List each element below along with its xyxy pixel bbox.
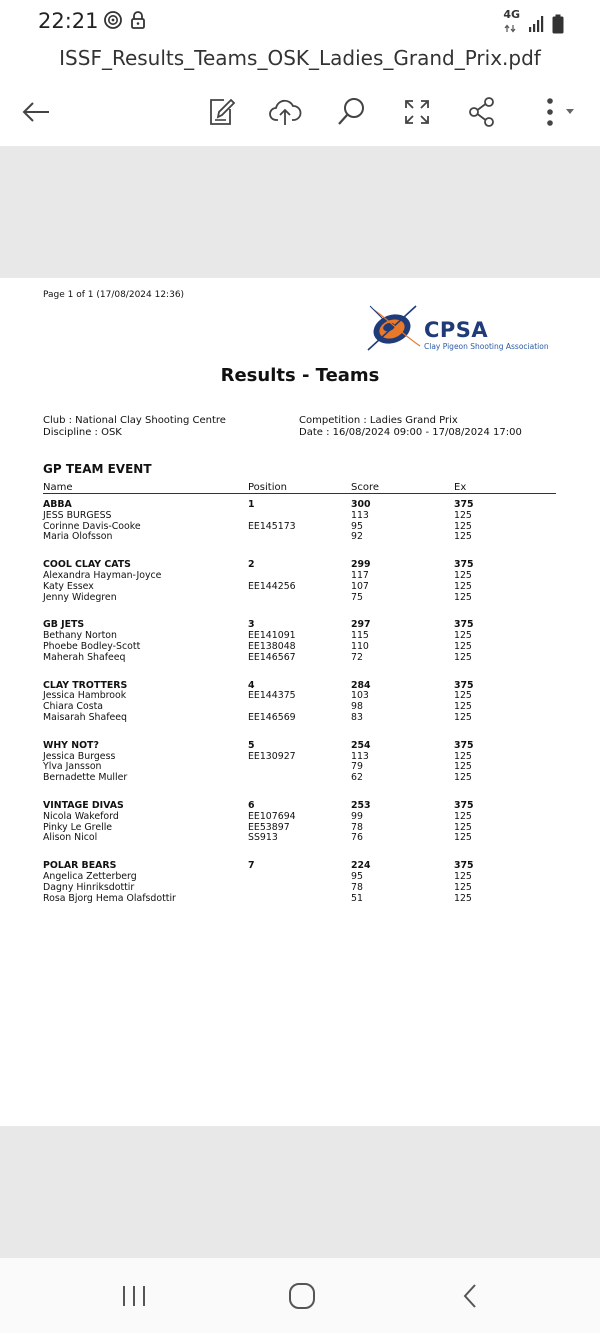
cell-name: Angelica Zetterberg [43, 870, 137, 882]
cell-score: 113 [351, 509, 369, 521]
header-name: Name [43, 482, 73, 493]
cell-name: ABBA [43, 499, 72, 510]
member-row [43, 713, 556, 724]
cell-score: 95 [351, 520, 363, 532]
cell-score: 224 [351, 860, 371, 872]
fullscreen-button[interactable] [395, 90, 439, 134]
recent-apps-icon [121, 1284, 147, 1308]
network-indicator [503, 10, 520, 38]
cell-position: EE146569 [248, 711, 296, 723]
member-row [43, 773, 556, 784]
cell-position: 1 [248, 499, 255, 510]
cell-ex: 125 [454, 810, 472, 822]
cell-ex: 375 [454, 860, 474, 872]
cell-name: Rosa Bjorg Hema Olafsdottir [43, 892, 176, 904]
cell-name: Maria Olofsson [43, 531, 113, 543]
meta-right [299, 415, 522, 439]
status-time: 22:21 [38, 9, 99, 33]
cell-score: 78 [351, 821, 363, 833]
cell-position: 2 [248, 559, 255, 571]
navigation-bar [0, 1258, 600, 1333]
team-spacer [43, 543, 556, 560]
cell-position: EE141091 [248, 630, 296, 642]
team-rows [43, 494, 556, 904]
edit-button[interactable] [199, 90, 243, 134]
team-block [43, 681, 556, 724]
header-position: Position [248, 482, 287, 493]
recent-apps-button[interactable] [112, 1276, 156, 1316]
competition-label: Competition : Ladies Grand Prix [299, 415, 458, 426]
cell-ex: 125 [454, 750, 472, 762]
discipline-label: Discipline : OSK [43, 427, 122, 438]
cell-name: WHY NOT? [43, 739, 99, 751]
team-block [43, 620, 556, 663]
viewer-background-bottom [0, 1126, 600, 1258]
cpsa-logo [366, 300, 556, 354]
member-row [43, 833, 556, 844]
member-row [43, 522, 556, 533]
cell-name: Bernadette Muller [43, 772, 128, 784]
cell-position: EE145173 [248, 520, 296, 532]
cell-score: 83 [351, 711, 363, 723]
cell-score: 76 [351, 832, 363, 844]
member-row [43, 653, 556, 664]
search-icon [336, 97, 366, 127]
home-icon [288, 1282, 316, 1310]
table-header [43, 482, 556, 494]
cell-name: Jessica Hambrook [43, 690, 127, 702]
edit-document-icon [206, 97, 236, 127]
cell-position: EE130927 [248, 750, 296, 762]
member-row [43, 593, 556, 604]
team-row [43, 620, 556, 631]
toolbar [0, 82, 600, 142]
club-label: Club : National Clay Shooting Centre [43, 415, 226, 426]
cell-position: EE144256 [248, 580, 296, 592]
member-row [43, 571, 556, 582]
document-title: Results - Teams [220, 365, 380, 386]
cell-name: Nicola Wakeford [43, 810, 119, 822]
cell-name: Dagny Hinriksdottir [43, 881, 135, 893]
expand-icon [403, 98, 431, 126]
cell-score: 300 [351, 499, 371, 510]
cell-ex: 125 [454, 651, 472, 663]
team-block [43, 801, 556, 844]
team-block [43, 861, 556, 904]
cell-ex: 125 [454, 520, 472, 532]
results-table [43, 482, 556, 904]
cell-score: 79 [351, 761, 363, 773]
cell-position: EE146567 [248, 651, 296, 663]
clay-target-logo-icon [366, 300, 422, 354]
team-spacer [43, 844, 556, 861]
cell-name: Maisarah Shafeeq [43, 711, 128, 723]
cell-position: 6 [248, 799, 255, 811]
cell-score: 253 [351, 799, 371, 811]
cell-name: Chiara Costa [43, 701, 104, 713]
cell-ex: 375 [454, 679, 474, 691]
cell-name: Corinne Davis-Cooke [43, 520, 141, 532]
cell-position: EE53897 [248, 821, 290, 833]
file-title: ISSF_Results_Teams_OSK_Ladies_Grand_Prix.pdf [59, 46, 541, 70]
cell-score: 92 [351, 531, 363, 543]
viewer-background-top [0, 146, 600, 278]
team-spacer [43, 724, 556, 741]
header-score: Score [351, 482, 380, 493]
cell-name: CLAY TROTTERS [43, 679, 128, 691]
cell-name: Alexandra Hayman-Joyce [43, 569, 162, 581]
cell-name: COOL CLAY CATS [43, 559, 131, 571]
cell-ex: 125 [454, 690, 472, 702]
back-button[interactable] [14, 90, 58, 134]
cell-name: VINTAGE DIVAS [43, 799, 124, 811]
team-spacer [43, 664, 556, 681]
cell-position: 3 [248, 619, 255, 631]
cell-ex: 375 [454, 619, 474, 631]
member-row [43, 823, 556, 834]
search-button[interactable] [329, 90, 373, 134]
cell-ex: 125 [454, 580, 472, 592]
team-block [43, 741, 556, 784]
cell-score: 78 [351, 881, 363, 893]
member-row [43, 532, 556, 543]
team-spacer [43, 784, 556, 801]
cell-ex: 125 [454, 591, 472, 603]
home-button[interactable] [280, 1276, 324, 1316]
cloud-upload-icon [268, 98, 302, 126]
header-ex: Ex [454, 482, 467, 493]
cell-score: 99 [351, 810, 363, 822]
member-row [43, 812, 556, 823]
cell-position: 5 [248, 739, 255, 751]
cell-score: 75 [351, 591, 363, 603]
more-icon [532, 97, 580, 127]
cell-name: GB JETS [43, 619, 85, 631]
cell-ex: 125 [454, 832, 472, 844]
pdf-page[interactable] [0, 278, 600, 1126]
cell-ex: 125 [454, 821, 472, 833]
share-icon [468, 97, 496, 127]
member-row [43, 883, 556, 894]
member-row [43, 582, 556, 593]
cell-position: EE138048 [248, 640, 296, 652]
cell-score: 103 [351, 690, 369, 702]
logo-name: CPSA [424, 318, 489, 342]
cell-score: 115 [351, 630, 369, 642]
cell-name: Ylva Jansson [43, 761, 102, 773]
signal-icon [528, 15, 544, 33]
back-arrow-icon [21, 100, 51, 124]
cell-position: 4 [248, 679, 255, 691]
more-button[interactable] [530, 90, 582, 134]
event-title: GP TEAM EVENT [43, 462, 152, 476]
cell-position: 7 [248, 860, 255, 872]
cell-ex: 125 [454, 509, 472, 521]
logo-subtitle: Clay Pigeon Shooting Association [424, 342, 549, 351]
share-button[interactable] [460, 90, 504, 134]
page-info: Page 1 of 1 (17/08/2024 12:36) [43, 290, 185, 300]
upload-button[interactable] [263, 90, 307, 134]
team-block [43, 560, 556, 603]
cell-name: Katy Essex [43, 580, 94, 592]
cell-ex: 125 [454, 772, 472, 784]
team-row [43, 741, 556, 752]
cell-ex: 125 [454, 701, 472, 713]
cell-ex: 125 [454, 870, 472, 882]
team-row [43, 801, 556, 812]
cell-name: Pinky Le Grelle [43, 821, 113, 833]
cell-score: 72 [351, 651, 363, 663]
network-label: 4G [503, 8, 520, 21]
cell-ex: 375 [454, 559, 474, 571]
cell-name: JESS BURGESS [43, 509, 112, 521]
member-row [43, 691, 556, 702]
member-row [43, 511, 556, 522]
cell-name: Alison Nicol [43, 832, 98, 844]
member-row [43, 894, 556, 905]
cell-score: 297 [351, 619, 371, 631]
cell-position: EE144375 [248, 690, 296, 702]
cell-name: Maherah Shafeeq [43, 651, 126, 663]
cell-ex: 125 [454, 569, 472, 581]
cell-score: 284 [351, 679, 371, 691]
cell-score: 110 [351, 640, 369, 652]
cell-score: 299 [351, 559, 371, 571]
cell-position: EE107694 [248, 810, 296, 822]
cell-ex: 125 [454, 892, 472, 904]
member-row [43, 752, 556, 763]
battery-icon [552, 14, 564, 34]
cell-ex: 125 [454, 881, 472, 893]
cell-ex: 375 [454, 499, 474, 510]
cell-name: Phoebe Bodley-Scott [43, 640, 141, 652]
cell-score: 62 [351, 772, 363, 784]
cell-name: Bethany Norton [43, 630, 117, 642]
data-arrows-icon [503, 24, 517, 33]
status-indicators [503, 10, 564, 38]
cell-ex: 125 [454, 640, 472, 652]
cell-name: POLAR BEARS [43, 860, 117, 872]
status-bar [0, 0, 600, 44]
team-block [43, 500, 556, 543]
cell-score: 254 [351, 739, 371, 751]
cell-score: 117 [351, 569, 369, 581]
cell-name: Jessica Burgess [43, 750, 116, 762]
cell-ex: 125 [454, 630, 472, 642]
cell-ex: 375 [454, 739, 474, 751]
team-row [43, 500, 556, 511]
cell-ex: 125 [454, 711, 472, 723]
cell-score: 95 [351, 870, 363, 882]
cell-position: SS913 [248, 832, 278, 844]
cell-score: 107 [351, 580, 369, 592]
meta-left [43, 415, 226, 439]
lock-icon [130, 10, 146, 30]
cell-score: 51 [351, 892, 363, 904]
team-spacer [43, 603, 556, 620]
nav-back-button[interactable] [448, 1276, 492, 1316]
cell-score: 98 [351, 701, 363, 713]
date-label: Date : 16/08/2024 09:00 - 17/08/2024 17:00 [299, 427, 522, 438]
cell-ex: 125 [454, 531, 472, 543]
nav-back-icon [460, 1282, 480, 1310]
nfc-icon [103, 10, 123, 30]
cell-name: Jenny Widegren [43, 591, 117, 603]
cell-ex: 125 [454, 761, 472, 773]
cell-score: 113 [351, 750, 369, 762]
cell-ex: 375 [454, 799, 474, 811]
